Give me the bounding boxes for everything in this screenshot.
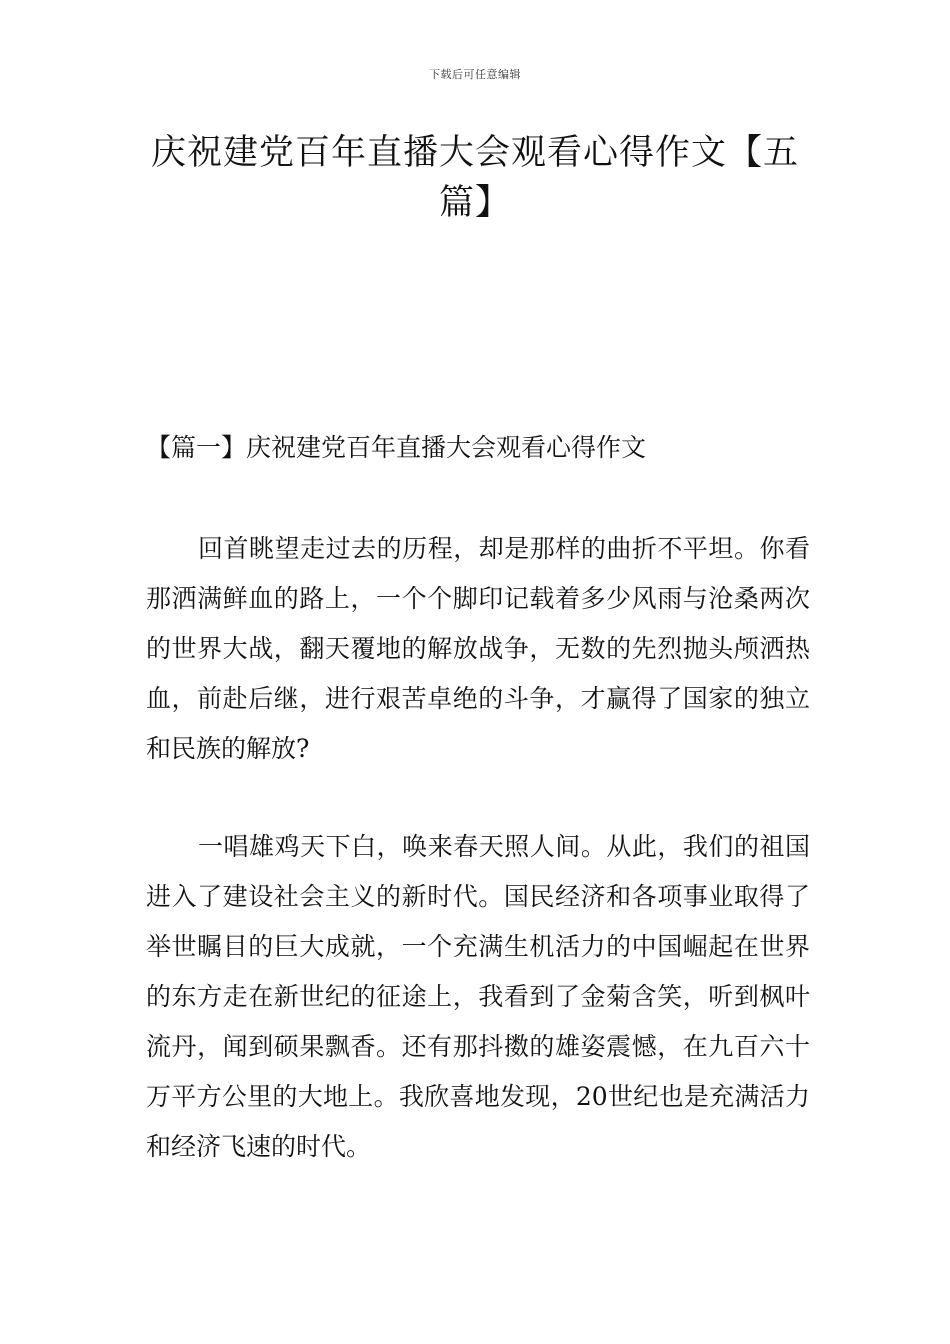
- header-note: 下载后可任意编辑: [429, 68, 521, 81]
- body-paragraph-1: 回首眺望走过去的历程，却是那样的曲折不平坦。你看那洒满鲜血的路上，一个个脚印记载着多少风雨与沧桑两次的世界大战，翻天覆地的解放战争，无数的先烈抛头颅洒热血，前赴后继，进行艰苦卓绝的斗争，才赢得了国家的独立和民族的解放?: [146, 534, 810, 763]
- body-paragraph-2: 一唱雄鸡天下白，唤来春天照人间。从此，我们的祖国进入了建设社会主义的新时代。国民经济和各项事业取得了举世瞩目的巨大成就，一个充满生机活力的中国崛起在世界的东方走在新世纪的征途上，我看到了金菊含笑，听到枫叶流丹，闻到硕果飘香。还有那抖擞的雄姿震憾，在九百六十万平方公里的大地上。我欣喜地发现，20世纪也是充满活力和经济飞速的时代。: [146, 832, 810, 1161]
- document-title: 庆祝建党百年直播大会观看心得作文【五篇】: [150, 133, 799, 223]
- section-heading: 【篇一】庆祝建党百年直播大会观看心得作文: [146, 433, 647, 462]
